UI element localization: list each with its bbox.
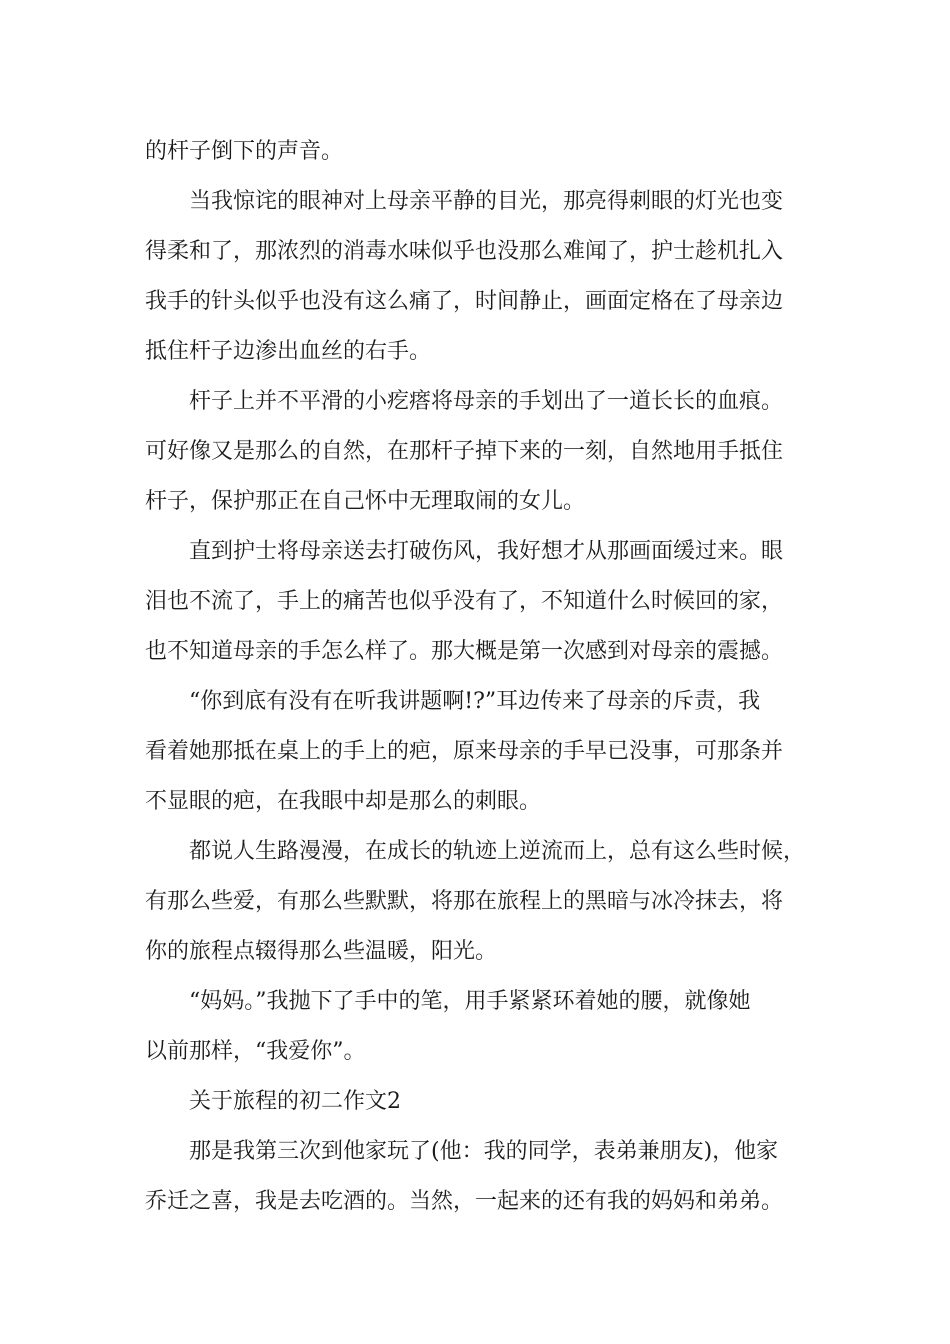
section-heading: 关于旅程的初二作文2 [189,1089,401,1114]
text-line: 我手的针头似乎也没有这么痛了，时间静止，画面定格在了母亲边 [145,289,784,314]
text-line: 可好像又是那么的自然，在那杆子掉下来的一刻，自然地用手抵住 [145,439,784,464]
text-line: 当我惊诧的眼神对上母亲平静的目光，那亮得刺眼的灯光也变 [189,189,784,214]
text-line: 你的旅程点辍得那么些温暖，阳光。 [145,939,498,964]
text-line: 杆子，保护那正在自己怀中无理取闹的女儿。 [145,489,586,514]
text-line: 不显眼的疤，在我眼中却是那么的刺眼。 [145,789,542,814]
article-body [145,127,810,1227]
text-line: 有那么些爱，有那么些默默，将那在旅程上的黑暗与冰冷抹去，将 [145,889,784,914]
text-line: 抵住杆子边渗出血丝的右手。 [145,339,432,364]
text-line: 泪也不流了，手上的痛苦也似乎没有了，不知道什么时候回的家， [145,589,784,614]
text-line: 看着她那抵在桌上的手上的疤，原来母亲的手早已没事，可那条并 [145,739,784,764]
text-line: 以前那样，“我爱你”。 [145,1039,366,1064]
text-line: 杆子上并不平滑的小疙瘩将母亲的手划出了一道长长的血痕。 [189,389,784,414]
text-line: 乔迁之喜，我是去吃酒的。当然，一起来的还有我的妈妈和弟弟。 [145,1189,784,1214]
text-line: “你到底有没有在听我讲题啊!?”耳边传来了母亲的斥责，我 [189,689,761,714]
text-line: 也不知道母亲的手怎么样了。那大概是第一次感到对母亲的震撼。 [145,639,784,664]
text-line: 得柔和了，那浓烈的消毒水味似乎也没那么难闻了，护士趁机扎入 [145,239,784,264]
text-line: “妈妈。”我抛下了手中的笔，用手紧紧环着她的腰，就像她 [189,989,751,1014]
text-line: 都说人生路漫漫，在成长的轨迹上逆流而上，总有这么些时候， [189,839,806,864]
text-line: 直到护士将母亲送去打破伤风，我好想才从那画面缓过来。眼 [189,539,784,564]
text-line: 那是我第三次到他家玩了(他：我的同学，表弟兼朋友)，他家 [189,1139,779,1164]
text-line: 的杆子倒下的声音。 [145,139,344,164]
